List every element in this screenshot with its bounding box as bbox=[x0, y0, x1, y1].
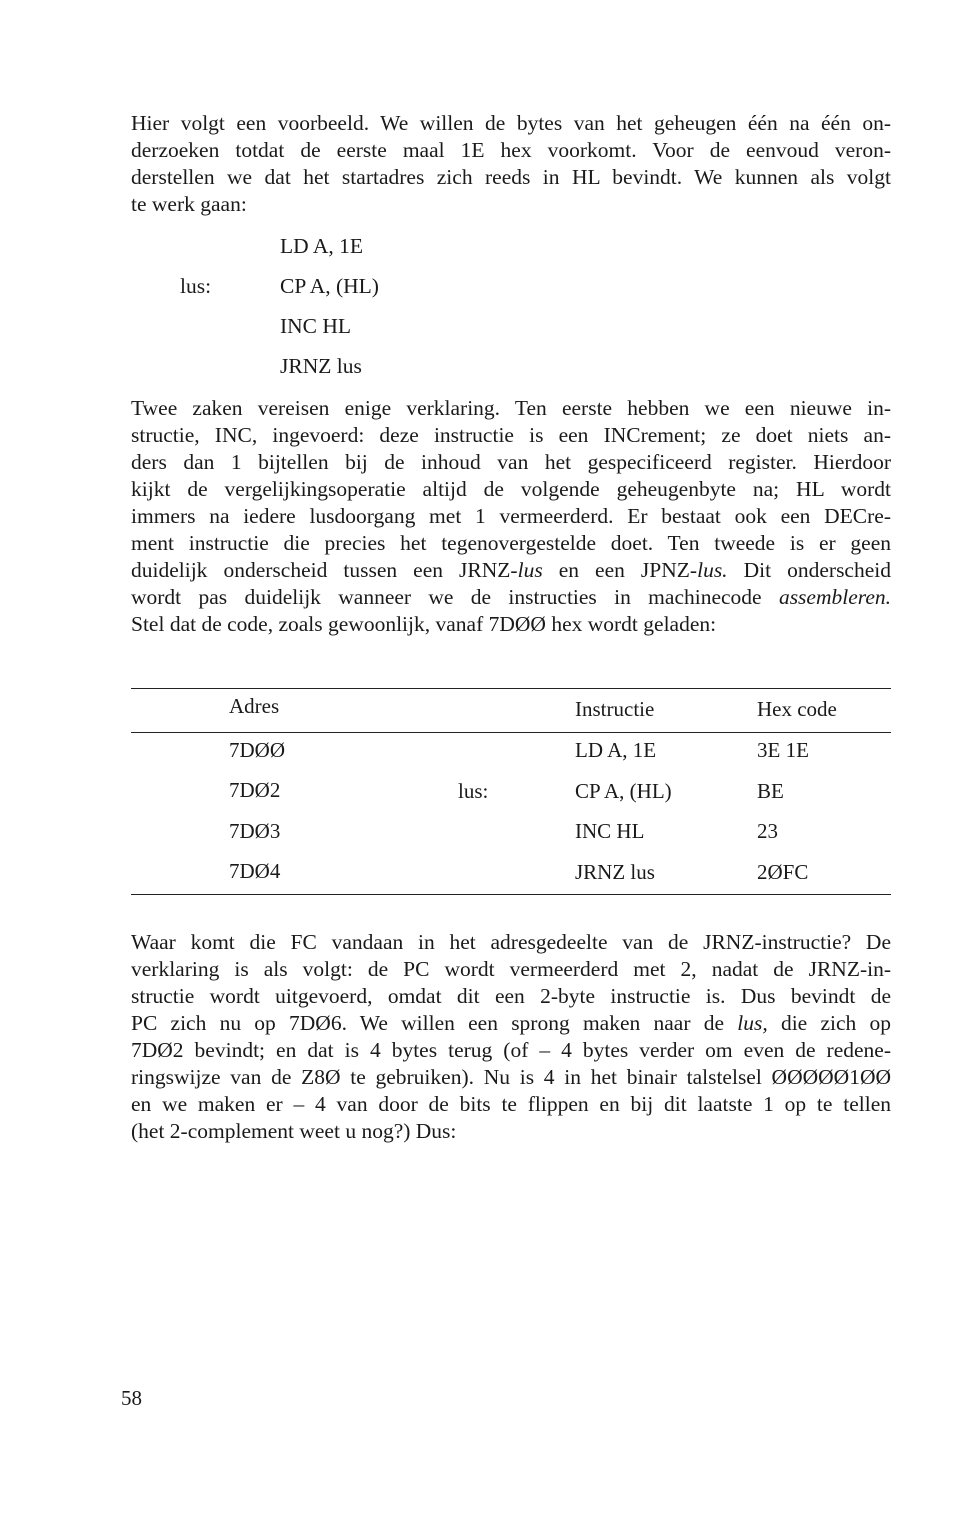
cell-adres: 7DØ4 bbox=[229, 859, 281, 883]
cell-instructie: JRNZ lus bbox=[575, 860, 655, 884]
text-line: Waar komt die FC vandaan in het adresgedeelte van de JRNZ-instructie? De bbox=[131, 930, 891, 954]
code-instruction: LD A, 1E bbox=[280, 234, 364, 258]
cell-label: lus: bbox=[458, 779, 489, 803]
text-segment: en een JPNZ- bbox=[542, 558, 698, 582]
text-segment: Dit onderscheid bbox=[727, 558, 891, 582]
table-bottom-rule bbox=[131, 894, 891, 895]
text-line: verklaring is als volgt: de PC wordt vermeerderd met 2, nadat de JRNZ-in- bbox=[131, 957, 891, 981]
cell-adres: 7DØ3 bbox=[229, 819, 281, 843]
cell-hex: BE bbox=[757, 779, 784, 803]
cell-adres: 7DØ2 bbox=[229, 778, 281, 802]
text-line: structie wordt uitgevoerd, omdat dit een 2-byte instructie is. Dus bevindt de bbox=[131, 984, 891, 1008]
table-top-rule bbox=[131, 688, 891, 689]
text-line: Stel dat de code, zoals gewoonlijk, vanaf 7DØØ hex wordt geladen: bbox=[131, 612, 717, 636]
italic-term: lus, bbox=[737, 1011, 768, 1035]
italic-term: lus bbox=[517, 558, 543, 582]
code-instruction: INC HL bbox=[280, 314, 352, 338]
code-instruction: CP A, (HL) bbox=[280, 274, 379, 298]
text-line bbox=[131, 1010, 891, 1037]
cell-hex: 3E 1E bbox=[757, 738, 809, 762]
header-instructie: Instructie bbox=[575, 697, 655, 721]
text-line: derzoeken totdat de eerste maal 1E hex voorkomt. Voor de eenvoud veron- bbox=[131, 138, 891, 162]
cell-instructie: CP A, (HL) bbox=[575, 779, 672, 803]
text-line: kijkt de vergelijkingsoperatie altijd de volgende geheugenbyte na; HL wordt bbox=[131, 477, 891, 501]
text-line: (het 2-complement weet u nog?) Dus: bbox=[131, 1119, 457, 1143]
italic-term: assembleren. bbox=[778, 585, 891, 609]
cell-instructie: LD A, 1E bbox=[575, 738, 657, 762]
header-adres: Adres bbox=[229, 694, 280, 718]
header-hex-code: Hex code bbox=[757, 697, 837, 721]
text-line bbox=[131, 557, 891, 584]
cell-hex: 23 bbox=[757, 819, 778, 843]
text-segment: duidelijk onderscheid tussen een JRNZ- bbox=[131, 558, 518, 582]
italic-term: lus. bbox=[697, 558, 728, 582]
cell-hex: 2ØFC bbox=[757, 860, 809, 884]
text-line: en we maken er – 4 van door de bits te flippen en bij dit laatste 1 op te tellen bbox=[131, 1092, 891, 1116]
text-line: ders dan 1 bijtellen bij de inhoud van het gespecificeerd register. Hierdoor bbox=[131, 450, 891, 474]
text-line: derstellen we dat het startadres zich reeds in HL bevindt. We kunnen als volgt bbox=[131, 165, 891, 189]
text-segment: die zich op bbox=[767, 1011, 891, 1035]
paragraph-explanation bbox=[131, 395, 891, 638]
text-line bbox=[131, 584, 891, 611]
text-line: immers na iedere lusdoorgang met 1 vermeerderd. Er bestaat ook een DECre- bbox=[131, 504, 891, 528]
cell-adres: 7DØØ bbox=[229, 738, 285, 762]
page-number: 58 bbox=[121, 1386, 142, 1410]
code-label: lus: bbox=[180, 274, 212, 298]
text-line: te werk gaan: bbox=[131, 192, 247, 216]
table-header-rule bbox=[131, 732, 891, 733]
text-line: Twee zaken vereisen enige verklaring. Ten eerste hebben we een nieuwe in- bbox=[131, 396, 891, 420]
text-line: Hier volgt een voorbeeld. We willen de bytes van het geheugen één na één on- bbox=[131, 111, 891, 135]
paragraph-offset bbox=[131, 929, 891, 1145]
text-line: ment instructie die precies het tegenovergestelde doet. Ten tweede is er geen bbox=[131, 531, 891, 555]
cell-instructie: INC HL bbox=[575, 819, 645, 843]
text-segment: wordt pas duidelijk wanneer we de instructies in machinecode bbox=[131, 585, 779, 609]
text-line: structie, INC, ingevoerd: deze instructie is een INCrement; ze doet niets an- bbox=[131, 423, 891, 447]
text-line: 7DØ2 bevindt; en dat is 4 bytes terug (of – 4 bytes verder om even de redene- bbox=[131, 1038, 891, 1062]
text-line: ringswijze van de Z8Ø te gebruiken). Nu is 4 in het binair talstelsel ØØØØØ1ØØ bbox=[131, 1065, 891, 1089]
paragraph-intro bbox=[131, 110, 891, 218]
text-segment: PC zich nu op 7DØ6. We willen een sprong maken naar de bbox=[131, 1011, 738, 1035]
code-instruction: JRNZ lus bbox=[280, 354, 362, 378]
